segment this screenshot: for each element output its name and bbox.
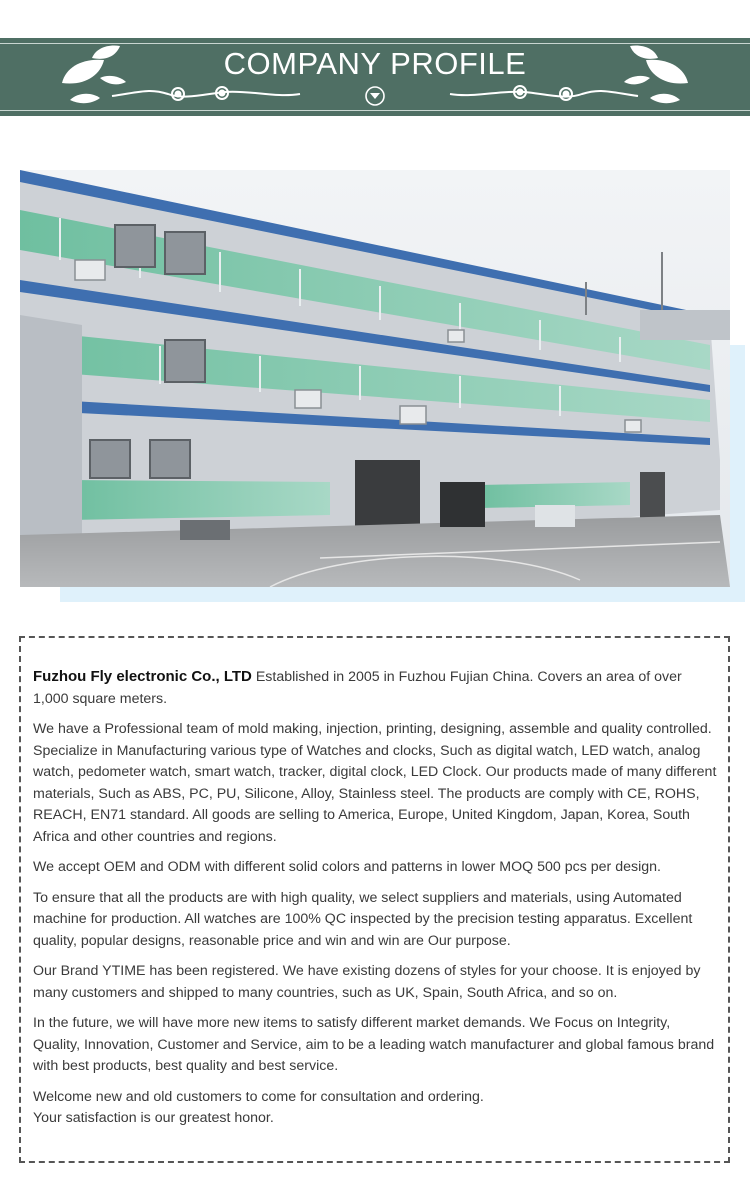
company-profile-textbox bbox=[19, 636, 730, 1163]
team-paragraph: We have a Professional team of mold making, injection, printing, designing, assemble and quality controlled. Specialize in Manufacturing various type of Watches and clocks, Such as digital watch, LED watch, analog watch, pedometer watch, smart watch, tracker, digital clock, LED Clock. Our products made of many different materials, Such as ABS, PC, PU, Silicone, Alloy, Stainless steel. The products are comply with CE, ROHS, REACH, EN71 standard. All goods are selling to America, Europe, United Kingdom, Japan, Korea, South Africa and other countries and regions. bbox=[33, 721, 717, 845]
future-paragraph: In the future, we will have more new items to satisfy different market demands. We Focus on Integrity, Quality, Innovation, Customer and Service, aim to be a leading watch manufacturer and global famous brand with best products, best quality and best service. bbox=[33, 1015, 715, 1074]
welcome-line-1: Welcome new and old customers to come for consultation and ordering. bbox=[33, 1088, 484, 1105]
quality-paragraph: To ensure that all the products are with high quality, we select suppliers and materials, using Automated machine for production. All watches are 100% QC inspected by the precision testing apparatus. Excellent quality, popular designs, reasonable price and win and win are Our purpose. bbox=[33, 889, 693, 949]
section-header-banner bbox=[0, 38, 750, 116]
intro-text: Established in 2005 in Fuzhou Fujian China. Covers an area of over 1,000 square meters. bbox=[33, 669, 682, 707]
brand-paragraph: Our Brand YTIME has been registered. We have existing dozens of styles for your choose. It is enjoyed by many customers and shipped to many countries, such as UK, Spain, South Africa, and so on. bbox=[33, 963, 701, 1001]
company-name: Fuzhou Fly electronic Co., LTD bbox=[33, 668, 252, 685]
welcome-paragraph bbox=[33, 1087, 718, 1130]
oem-paragraph: We accept OEM and ODM with different solid colors and patterns in lower MOQ 500 pcs per design. bbox=[33, 859, 661, 875]
factory-illustration bbox=[20, 170, 730, 587]
intro-paragraph bbox=[33, 666, 718, 710]
chevron-down-circle-icon bbox=[366, 87, 384, 105]
factory-building-photo bbox=[20, 170, 730, 587]
page-title: COMPANY PROFILE bbox=[223, 46, 527, 81]
welcome-line-2: Your satisfaction is our greatest honor. bbox=[33, 1110, 274, 1126]
